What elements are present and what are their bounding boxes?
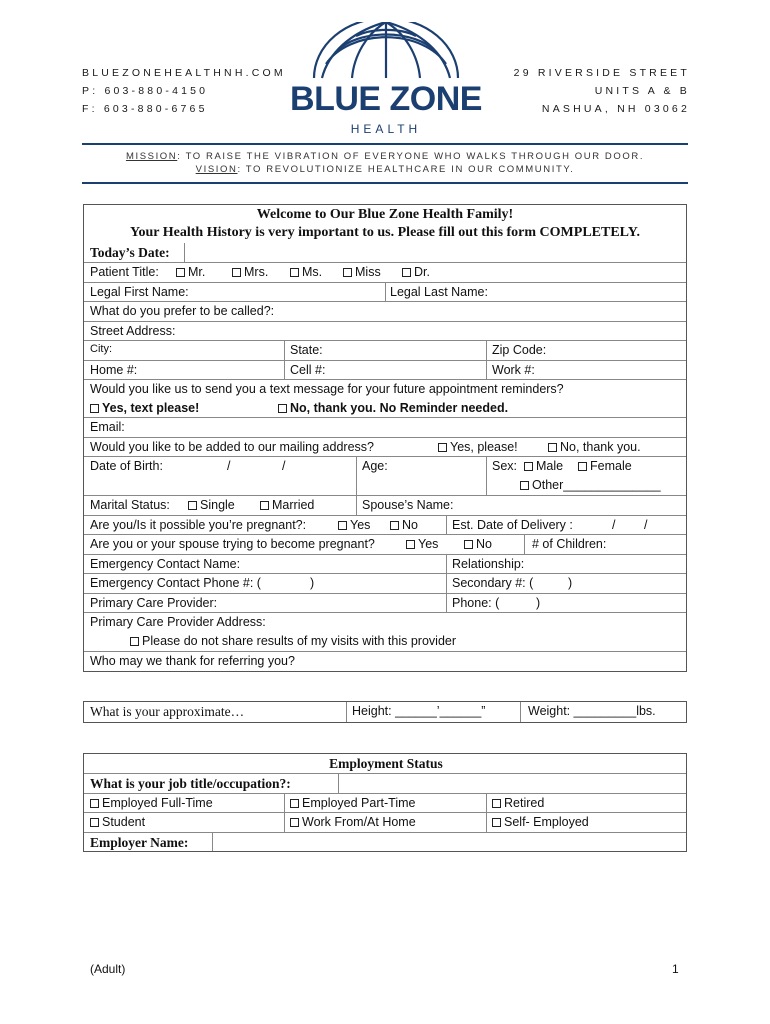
referral-row [84,651,686,671]
checkbox-icon[interactable] [520,481,529,490]
text-reminder-row [84,379,686,417]
blue-zone-logo [286,22,486,142]
sex-male-option[interactable]: Male [524,459,563,473]
legal-first-name-field[interactable]: Legal First Name: [90,284,189,299]
email-row [84,417,686,437]
mission-text: : TO RAISE THE VIBRATION OF EVERYONE WHO WALKS THROUGH OUR DOOR. [177,151,645,162]
sex-female-option[interactable]: Female [578,459,632,473]
work-phone-field[interactable]: Work #: [492,362,535,377]
checkbox-icon[interactable] [406,540,415,549]
checkbox-icon[interactable] [492,818,501,827]
clinic-contact-block [82,64,286,118]
city-field[interactable]: City: [90,343,112,355]
address-units: UNITS A & B [594,85,690,97]
emergency-phone-row [84,573,686,593]
pcp-phone-field[interactable]: Phone: ( [452,595,500,610]
self-employed-option[interactable]: Self- Employed [492,815,589,829]
trying-no-option[interactable]: No [464,537,492,551]
welcome-heading: Welcome to Our Blue Zone Health Family! [256,207,514,222]
checkbox-icon[interactable] [290,268,299,277]
secondary-phone-close: ) [568,576,573,590]
mailing-list-row [84,437,686,457]
instruction-text: Your Health History is very important to us. Please fill out this form COMPLETELY. [129,225,641,240]
clinic-fax: F: 603-880-6765 [82,103,208,115]
clinic-address-block [514,64,690,118]
city-state-zip-row [84,340,686,360]
header-rule-top [82,143,688,145]
checkbox-icon[interactable] [464,540,473,549]
checkbox-icon[interactable] [390,521,399,530]
marital-label: Marital Status: [90,498,170,512]
state-field[interactable]: State: [290,343,323,357]
emergency-phone-close: ) [310,576,315,590]
retired-option[interactable]: Retired [492,796,544,810]
pregnancy-question: Are you/Is it possible you’re pregnant?: [90,517,307,532]
trying-yes-option[interactable]: Yes [406,537,438,551]
checkbox-icon[interactable] [90,404,99,413]
marital-status-row [84,495,686,515]
checkbox-icon[interactable] [578,462,587,471]
vision-text: : TO REVOLUTIONIZE HEALTHCARE IN OUR COMMUNITY. [237,164,575,175]
patient-info-form [83,204,687,672]
relationship-field[interactable]: Relationship: [452,556,525,571]
employed-part-time-option[interactable]: Employed Part-Time [290,796,415,810]
clinic-website: BLUEZONEHEALTHNH.COM [82,67,286,79]
globe-icon [286,22,486,84]
delivery-separator-1: / [612,517,616,532]
checkbox-icon[interactable] [176,268,185,277]
checkbox-icon[interactable] [188,501,197,510]
title-mrs-option[interactable]: Mrs. [232,265,268,279]
todays-date-label: Today’s Date: [90,245,170,260]
delivery-date-label[interactable]: Est. Date of Delivery : [452,517,573,532]
email-field[interactable]: Email: [90,420,125,434]
page-number: 1 [672,962,679,976]
no-share-row [84,632,686,652]
employment-heading: Employment Status [329,756,443,771]
checkbox-icon[interactable] [290,799,299,808]
primary-care-row [84,593,686,613]
checkbox-icon[interactable] [548,443,557,452]
checkbox-icon[interactable] [232,268,241,277]
children-count-field[interactable]: # of Children: [532,537,607,551]
checkbox-icon[interactable] [524,462,533,471]
checkbox-icon[interactable] [338,521,347,530]
weight-field[interactable]: Weight: _________lbs. [528,704,656,718]
emergency-phone-field[interactable]: Emergency Contact Phone #: ( [90,576,261,590]
trying-question: Are you or your spouse trying to become pregnant? [90,537,375,551]
referral-field[interactable]: Who may we thank for referring you? [90,654,295,668]
spouse-name-field[interactable]: Spouse’s Name: [362,498,454,512]
patient-title-row [84,262,686,282]
job-title-label: What is your job title/occupation?: [90,776,291,791]
mail-yes-option[interactable]: Yes, please! [438,440,518,454]
title-ms-option[interactable]: Ms. [290,265,322,279]
mail-no-option[interactable]: No, thank you. [548,440,641,454]
checkbox-icon[interactable] [130,637,139,646]
work-from-home-option[interactable]: Work From/At Home [290,815,416,829]
pregnant-no-option[interactable]: No [390,518,418,532]
checkbox-icon[interactable] [402,268,411,277]
mission-vision-block [82,150,688,176]
text-yes-option[interactable]: Yes, text please! [90,401,199,415]
sex-label: Sex: [492,459,518,473]
dob-age-sex-row [84,456,686,495]
form-type-label: (Adult) [90,962,126,976]
mission-label: MISSION [125,151,178,162]
checkbox-icon[interactable] [492,799,501,808]
approx-measurements-table [83,701,687,723]
form-title [84,205,686,243]
checkbox-icon[interactable] [260,501,269,510]
marital-single-option[interactable]: Single [188,498,235,512]
address-street: 29 RIVERSIDE STREET [513,67,690,79]
emergency-name-field[interactable]: Emergency Contact Name: [90,556,241,571]
employed-full-time-option[interactable]: Employed Full-Time [90,796,213,810]
delivery-separator-2: / [644,517,648,532]
emergency-contact-row [84,554,686,574]
checkbox-icon[interactable] [438,443,447,452]
marital-married-option[interactable]: Married [260,498,314,512]
checkbox-icon[interactable] [278,404,287,413]
clinic-phone: P: 603-880-4150 [82,85,209,97]
vision-label: VISION [195,164,238,175]
phone-numbers-row [84,360,686,380]
logo-subtitle: HEALTH [350,122,422,136]
trying-pregnant-row [84,534,686,554]
employment-status-table [83,753,687,852]
zip-code-field[interactable]: Zip Code: [492,343,547,357]
todays-date-row[interactable] [84,243,686,262]
pcp-address-field[interactable]: Primary Care Provider Address: [90,615,266,629]
text-no-option[interactable]: No, thank you. No Reminder needed. [278,401,508,415]
pcp-name-field[interactable]: Primary Care Provider: [90,595,218,610]
title-miss-option[interactable]: Miss [343,265,381,279]
preferred-name-row [84,301,686,321]
no-share-option[interactable]: Please do not share results of my visits with this provider [130,634,456,648]
legal-name-row [84,282,686,302]
text-reminder-question: Would you like us to send you a text message for your future appointment reminders? [90,382,564,396]
header-rule-bottom [82,182,688,184]
dob-separator-1: / [227,459,231,473]
legal-last-name-field[interactable]: Legal Last Name: [390,284,488,299]
title-mr-option[interactable]: Mr. [176,265,205,279]
logo-wordmark: BLUE ZONE [290,80,482,118]
pregnant-yes-option[interactable]: Yes [338,518,370,532]
address-city: NASHUA, NH 03062 [541,103,690,115]
pcp-phone-close: ) [536,595,541,610]
checkbox-icon[interactable] [90,799,99,808]
checkbox-icon[interactable] [290,818,299,827]
patient-title-label: Patient Title: [90,265,159,279]
employer-name-label: Employer Name: [90,834,189,850]
secondary-phone-field[interactable]: Secondary #: ( [452,576,534,590]
cell-phone-field[interactable]: Cell #: [290,362,326,377]
street-address-field[interactable]: Street Address: [90,323,176,338]
street-address-row [84,321,686,341]
student-option[interactable]: Student [90,815,145,829]
home-phone-field[interactable]: Home #: [90,362,138,377]
preferred-name-field[interactable]: What do you prefer to be called?: [90,304,275,318]
title-dr-option[interactable]: Dr. [402,265,430,279]
age-field[interactable]: Age: [362,459,388,473]
mailing-question: Would you like to be added to our mailing address? [90,439,374,454]
pcp-address-row [84,612,686,632]
pregnancy-row [84,515,686,535]
dob-label: Date of Birth: [90,459,163,473]
checkbox-icon[interactable] [90,818,99,827]
sex-other-option[interactable]: Other______________ [520,478,661,492]
checkbox-icon[interactable] [343,268,352,277]
dob-separator-2: / [282,459,286,473]
height-field[interactable]: Height: ______’______” [352,704,486,718]
approx-label: What is your approximate… [90,704,245,719]
